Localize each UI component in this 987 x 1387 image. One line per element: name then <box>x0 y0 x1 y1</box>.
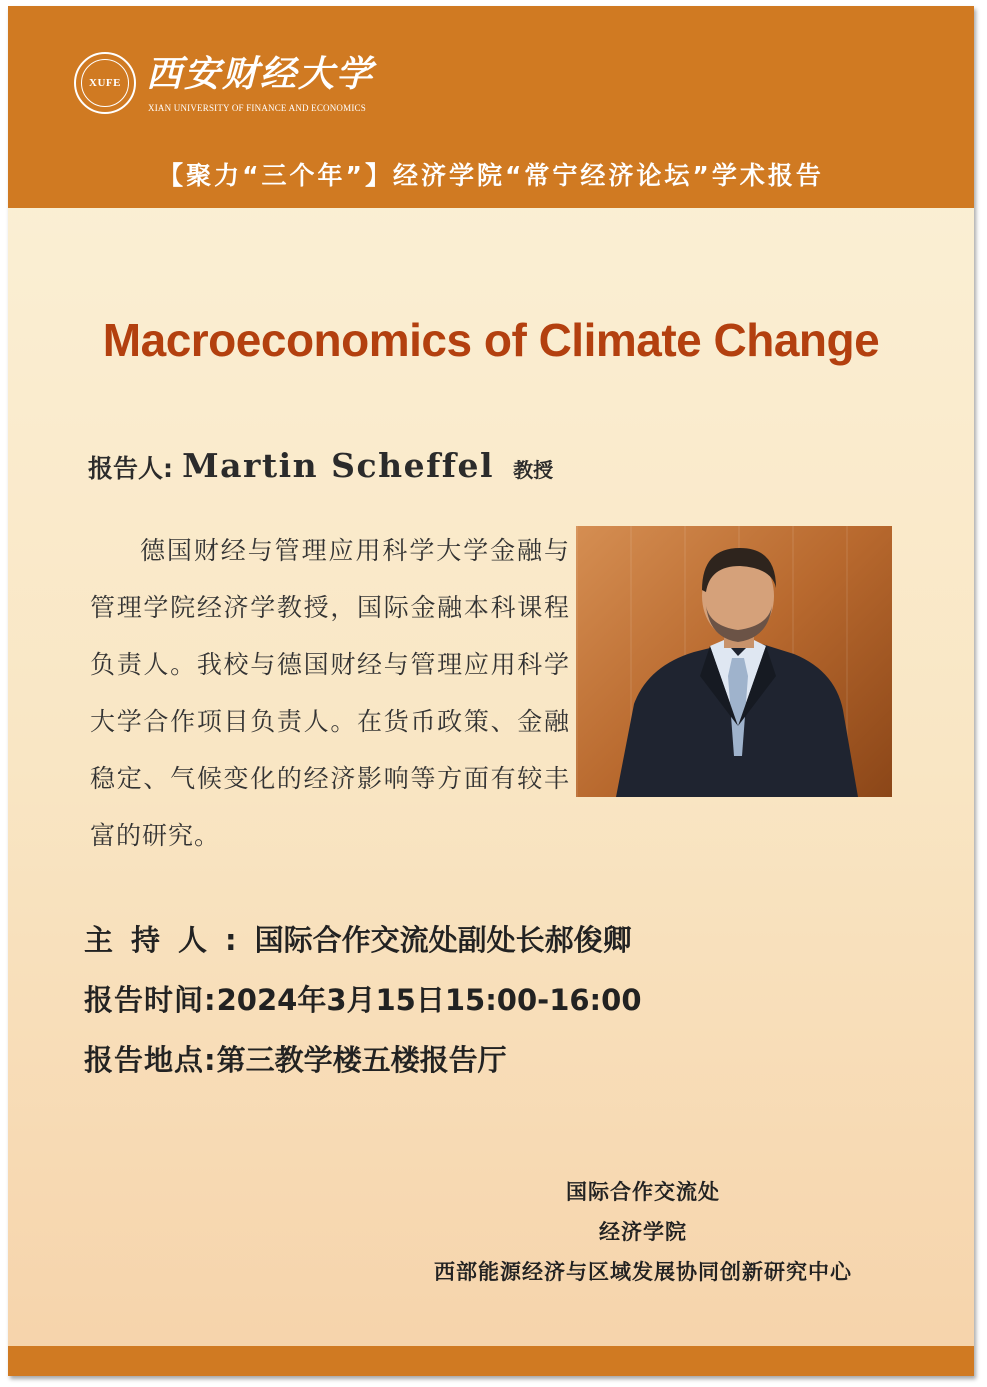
event-poster <box>8 6 974 1376</box>
host-value: 国际合作交流处副处长郝俊卿 <box>254 923 632 957</box>
organizer-2: 经济学院 <box>599 1220 687 1244</box>
organizer-1: 国际合作交流处 <box>566 1180 720 1204</box>
event-banner: 【聚力“三个年”】经济学院“常宁经济论坛”学术报告 <box>158 161 824 190</box>
speaker-label: 报告人: <box>88 454 173 483</box>
place-line <box>84 1038 507 1079</box>
university-name-en: XIAN UNIVERSITY OF FINANCE AND ECONOMICS <box>148 103 366 113</box>
emblem-abbr: XUFE <box>89 77 121 89</box>
time-line <box>84 978 642 1019</box>
lecture-title: Macroeconomics of Climate Change <box>102 314 880 366</box>
footer-band <box>8 1346 974 1376</box>
host-line <box>84 918 632 959</box>
speaker-name: Martin Scheffel <box>182 446 494 485</box>
speaker-bio: 德国财经与管理应用科学大学金融与管理学院经济学教授，国际金融本科课程负责人。我校与德国财经与管理应用科学大学合作项目负责人。在货币政策、金融稳定、气候变化的经济影响等方面有较丰富的研究。 <box>90 536 570 850</box>
speaker-photo <box>576 526 892 797</box>
header-band <box>8 6 974 208</box>
university-emblem-icon <box>74 52 136 114</box>
place-label: 报告地点: <box>84 1043 217 1077</box>
university-name-cn: 西安财经大学 <box>146 53 375 95</box>
organizer-3: 西部能源经济与区域发展协同创新研究中心 <box>434 1260 852 1284</box>
speaker-portrait-illustration <box>576 526 892 797</box>
speaker-title: 教授 <box>513 458 554 482</box>
speaker-line <box>88 446 553 485</box>
place-value: 第三教学楼五楼报告厅 <box>216 1043 507 1077</box>
time-value: 2024年3月15日15:00-16:00 <box>216 983 642 1017</box>
host-label: 主持人: <box>84 923 255 957</box>
time-label: 报告时间: <box>84 983 217 1017</box>
